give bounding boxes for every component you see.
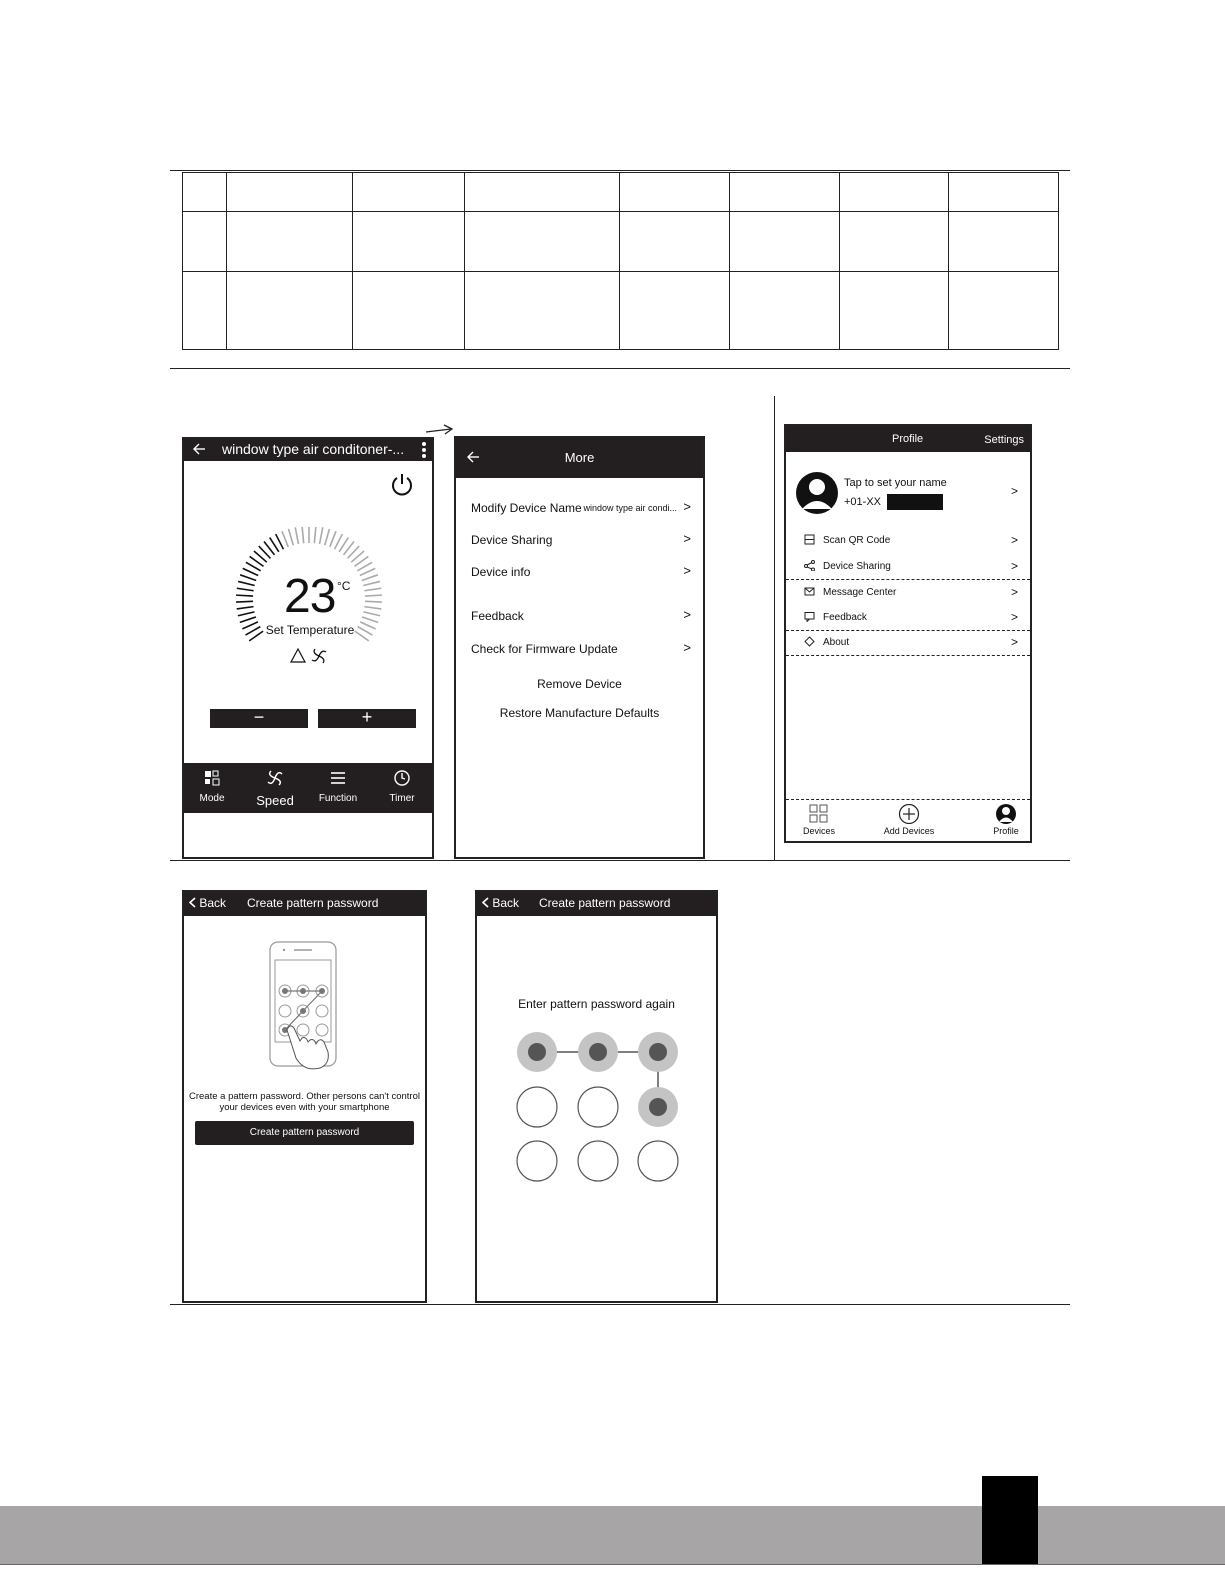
dial-tick — [365, 595, 382, 596]
tab-label: Speed — [256, 793, 294, 808]
ac-control-screen — [182, 437, 434, 859]
chevron-right-icon: > — [683, 499, 691, 514]
menu-feedback[interactable] — [804, 609, 1018, 629]
chevron-right-icon: > — [1010, 559, 1018, 573]
menu-device-sharing[interactable] — [804, 558, 1018, 578]
pattern-grid[interactable] — [477, 892, 718, 1303]
more-title: More — [564, 450, 595, 465]
tab-add-devices[interactable] — [874, 804, 944, 836]
tab-label: Profile — [993, 826, 1019, 836]
menu-label: Scan QR Code — [823, 535, 891, 546]
pattern-dot-3[interactable] — [638, 1032, 678, 1072]
menu-modify-device-name[interactable] — [471, 501, 691, 515]
more-screen — [454, 436, 705, 859]
redacted-phone-block — [887, 494, 943, 510]
add-circle-icon — [898, 804, 920, 824]
menu-label: Message Center — [823, 587, 897, 598]
mode-icon — [203, 769, 221, 787]
dial-tick — [364, 612, 381, 616]
pattern-description — [184, 1091, 425, 1113]
dial-tick — [325, 529, 330, 545]
flow-arrow-icon — [425, 424, 455, 438]
tab-mode[interactable] — [182, 769, 242, 804]
profile-screen — [784, 424, 1032, 843]
create-pattern-intro-screen — [182, 890, 427, 1303]
pattern-title: Create pattern password — [247, 896, 379, 910]
dial-tick — [362, 617, 378, 622]
tab-function[interactable] — [308, 769, 368, 804]
power-icon[interactable] — [389, 472, 415, 498]
dial-tick — [240, 575, 256, 581]
column-divider — [774, 396, 775, 860]
dial-tick — [240, 617, 256, 622]
menu-label: Device info — [471, 565, 531, 579]
chevron-right-icon: > — [1010, 533, 1018, 547]
dial-tick — [282, 531, 288, 547]
back-button[interactable] — [188, 896, 226, 910]
create-pattern-button[interactable]: Create pattern password — [195, 1121, 414, 1145]
pattern-title: Create pattern password — [539, 896, 671, 910]
dial-tick — [236, 595, 253, 596]
page-footer-band — [0, 1506, 1225, 1564]
back-label: Back — [492, 896, 520, 910]
phone-pattern-illustration-icon — [264, 938, 354, 1080]
description-line: your devices even with your smartphone — [219, 1102, 390, 1113]
pattern-dot-7[interactable] — [517, 1141, 557, 1181]
dial-tick — [243, 568, 258, 575]
menu-about[interactable] — [804, 634, 1018, 654]
envelope-icon — [804, 586, 815, 597]
dashed-divider — [786, 655, 1030, 656]
dial-tick — [364, 607, 381, 609]
dial-tick — [237, 607, 254, 609]
tab-label: Devices — [802, 826, 835, 836]
tab-label: Function — [318, 793, 358, 804]
device-title: window type air conditoner-... — [222, 441, 405, 457]
temperature-decrease-button[interactable]: − — [210, 709, 308, 728]
temperature-value: 23 — [284, 570, 336, 623]
temperature-unit: °C — [337, 579, 351, 593]
ac-tab-bar — [184, 763, 432, 813]
menu-message-center[interactable] — [804, 584, 1018, 604]
phone-number: +01-XX — [844, 496, 881, 508]
dial-tick — [238, 581, 255, 585]
dial-tick — [335, 534, 343, 549]
pattern-dot-1[interactable] — [517, 1032, 557, 1072]
rule-top — [170, 170, 1070, 171]
ac-header-bar — [184, 439, 432, 461]
menu-firmware-update[interactable] — [471, 642, 691, 656]
menu-feedback[interactable] — [471, 609, 691, 623]
pattern-prompt: Enter pattern password again — [518, 997, 675, 1011]
tab-timer[interactable] — [372, 769, 432, 804]
dial-tick — [362, 575, 378, 581]
back-label: Back — [199, 896, 227, 910]
device-name-value: window type air condi... — [583, 503, 677, 513]
dial-tick — [237, 588, 254, 591]
dial-tick — [330, 531, 336, 547]
confirm-pattern-screen — [475, 890, 718, 1303]
menu-label: Check for Firmware Update — [471, 642, 618, 656]
rule-mid-2 — [170, 860, 1070, 861]
pattern-dot-5[interactable] — [578, 1087, 618, 1127]
chevron-right-icon: > — [1010, 635, 1018, 649]
avatar-icon[interactable] — [795, 471, 839, 515]
menu-scan-qr[interactable] — [804, 532, 1018, 552]
pattern-dot-4[interactable] — [517, 1087, 557, 1127]
menu-label: About — [823, 637, 850, 648]
dial-tick — [238, 612, 255, 616]
menu-label: Device Sharing — [471, 533, 553, 547]
qr-icon — [804, 534, 815, 545]
tab-label: Add Devices — [883, 826, 935, 836]
menu-device-info[interactable] — [471, 565, 691, 579]
chevron-left-icon — [188, 897, 196, 908]
pattern-dot-2[interactable] — [578, 1032, 618, 1072]
tabbar-divider — [786, 799, 1030, 800]
rule-bottom — [170, 1304, 1070, 1305]
tab-speed[interactable] — [245, 769, 305, 808]
chevron-right-icon: > — [1010, 585, 1018, 599]
page-number-box — [982, 1476, 1038, 1564]
restore-defaults-button[interactable]: Restore Manufacture Defaults — [499, 706, 660, 720]
remove-device-button[interactable]: Remove Device — [537, 677, 622, 691]
share-icon — [804, 560, 815, 571]
tab-label: Timer — [389, 793, 415, 804]
chevron-right-icon: > — [683, 531, 691, 546]
function-list-icon — [329, 769, 347, 787]
menu-label: Feedback — [823, 612, 867, 623]
profile-icon — [995, 804, 1017, 824]
back-arrow-icon[interactable] — [192, 443, 206, 455]
description-line: Create a pattern password. Other persons can't control — [189, 1091, 420, 1102]
more-header-bar — [456, 438, 703, 478]
rule-mid-1 — [170, 368, 1070, 369]
dial-tick — [320, 527, 323, 544]
pattern-dot-9[interactable] — [638, 1141, 678, 1181]
profile-header-bar — [786, 426, 1030, 452]
set-temperature-label: Set Temperature — [265, 623, 355, 637]
pattern-header-bar — [184, 892, 425, 916]
chevron-right-icon: > — [683, 640, 691, 655]
dial-tick — [314, 527, 316, 543]
tab-devices[interactable] — [784, 804, 854, 836]
temperature-increase-button[interactable]: + — [318, 709, 416, 728]
dashed-divider — [786, 579, 1030, 580]
fan-icon — [266, 769, 284, 787]
clock-icon — [393, 769, 411, 787]
footer-line — [0, 1564, 1225, 1565]
chevron-right-icon: > — [683, 607, 691, 622]
pattern-dot-6[interactable] — [638, 1087, 678, 1127]
tab-label: Mode — [199, 793, 225, 804]
name-prompt[interactable]: Tap to set your name — [844, 477, 947, 489]
dial-tick — [276, 534, 284, 549]
empty-table — [182, 172, 1059, 350]
info-icon — [804, 636, 815, 647]
dial-tick — [289, 529, 294, 545]
profile-title: Profile — [892, 433, 924, 445]
chevron-right-icon: > — [683, 563, 691, 578]
chevron-right-icon[interactable]: > — [1010, 484, 1018, 498]
menu-label: Modify Device Name — [471, 501, 582, 515]
dial-tick — [363, 581, 380, 585]
menu-device-sharing[interactable] — [471, 533, 691, 547]
dial-tick — [364, 588, 381, 591]
chevron-right-icon: > — [1010, 610, 1018, 624]
dashed-divider — [786, 630, 1030, 631]
dial-tick — [302, 527, 304, 543]
recycle-fan-icons — [290, 647, 330, 665]
menu-label: Device Sharing — [823, 561, 891, 572]
dial-tick — [236, 601, 253, 602]
dial-tick — [295, 527, 298, 544]
feedback-icon — [804, 611, 815, 622]
dial-tick — [365, 601, 382, 602]
devices-grid-icon — [809, 804, 829, 824]
more-menu-icon[interactable] — [422, 442, 426, 460]
settings-link[interactable]: Settings — [984, 434, 1024, 446]
tab-profile[interactable] — [971, 804, 1032, 836]
menu-label: Feedback — [471, 609, 524, 623]
dial-tick — [360, 568, 375, 575]
pattern-dot-8[interactable] — [578, 1141, 618, 1181]
